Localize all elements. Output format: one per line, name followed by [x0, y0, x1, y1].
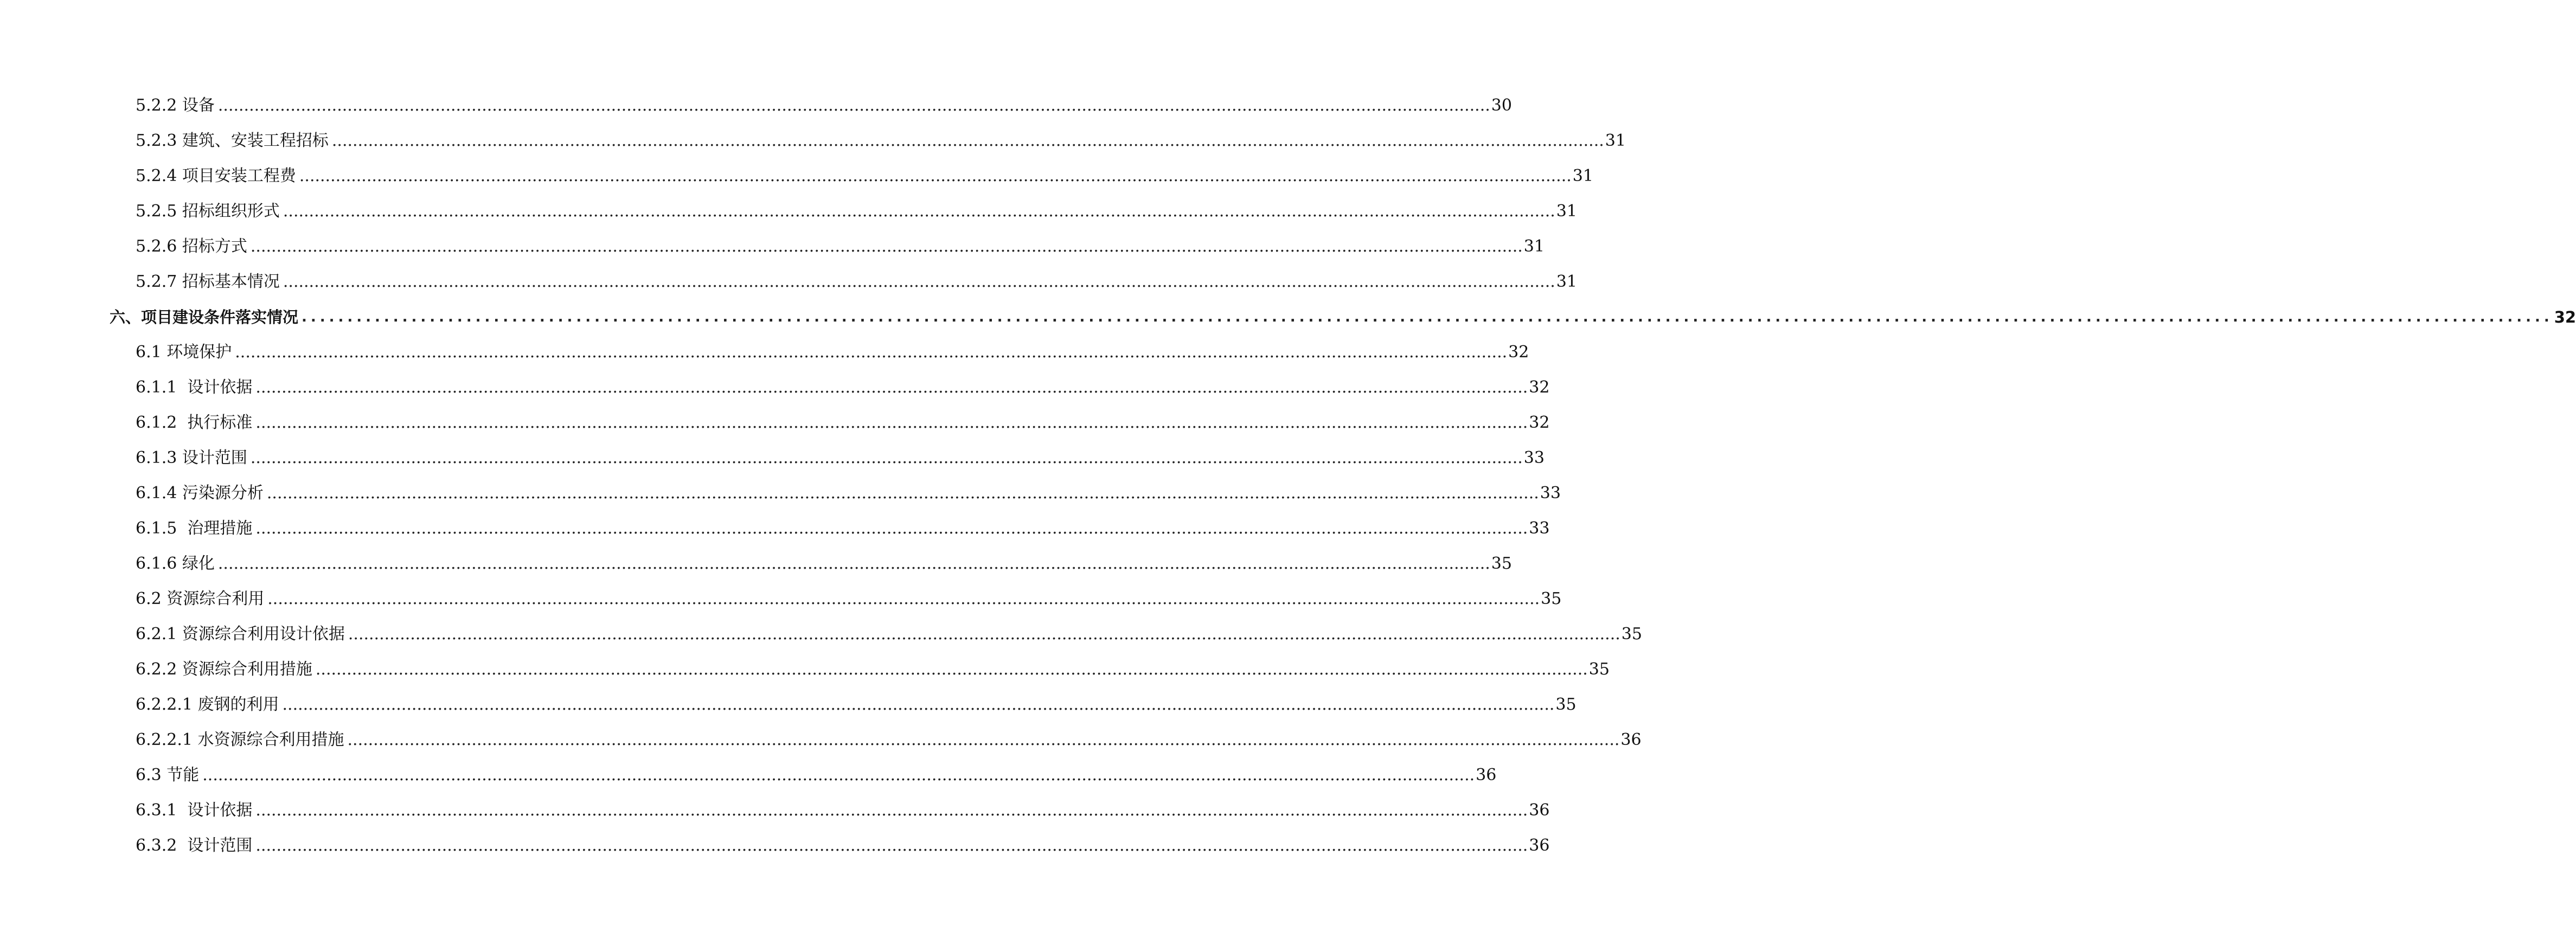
- toc-dot-leader: ......................................................................................................................................................................................................................................................: [315, 660, 1588, 679]
- toc-dot-leader: ......................................................................................................................................................................................................................................................: [255, 836, 1528, 855]
- toc-page-number: 35: [1491, 554, 1512, 573]
- toc-entry-title: 6.1.2 执行标准: [136, 413, 253, 432]
- toc-page-number: 36: [1476, 766, 1497, 785]
- toc-page-number: 32: [1529, 413, 1550, 432]
- toc-dot-leader: ......................................................................................................................................................................................................................................................: [299, 166, 1572, 185]
- toc-entry-title: 6.2.1 资源综合利用设计依据: [136, 625, 345, 644]
- toc-entry[interactable]: [0, 151, 1593, 186]
- toc-page-number: 31: [1556, 202, 1577, 221]
- toc-entry-title: 6.1.5 治理措施: [136, 519, 253, 538]
- toc-entry-title: 6.2.2.1 水资源综合利用措施: [136, 730, 344, 749]
- toc-dot-leader: ......................................................................................................................................................................................................................................................: [217, 96, 1490, 115]
- toc-entry-title: 6.3 节能: [136, 766, 200, 785]
- toc-entry-title: 6.2 资源综合利用: [136, 589, 265, 608]
- toc-page-number: 30: [1491, 96, 1512, 115]
- toc-page-number: 35: [1555, 695, 1577, 714]
- toc-page-number: 35: [1541, 589, 1562, 608]
- toc-page-number: 35: [1588, 660, 1610, 679]
- toc-dot-leader: ......................................................................................................................................................................................................................................................: [348, 625, 1620, 644]
- toc-entry-title: 5.2.7 招标基本情况: [136, 272, 280, 291]
- toc-chapter-entry[interactable]: [0, 292, 2576, 327]
- toc-page-number: 33: [1523, 448, 1545, 467]
- toc-page-number: 33: [1529, 519, 1550, 538]
- toc-page-number: 31: [1572, 166, 1593, 185]
- table-of-contents: [0, 80, 2576, 856]
- toc-dot-leader: ......................................................................................................................................................................................................................................................: [255, 801, 1528, 820]
- toc-dot-leader: ......................................................................................................................................................................................................................................................: [331, 131, 1604, 150]
- toc-page-number: 32: [1508, 343, 1529, 362]
- toc-entry[interactable]: [0, 609, 1642, 644]
- toc-entry[interactable]: [0, 785, 1550, 820]
- toc-dot-leader: ......................................................................................................................................................................................................................................................: [282, 695, 1555, 714]
- toc-entry-title: 5.2.4 项目安装工程费: [136, 166, 296, 185]
- toc-entry[interactable]: [0, 80, 1512, 115]
- toc-entry-title: 6.1.6 绿化: [136, 554, 215, 573]
- toc-dot-leader: ......................................................................................................................................................................................................................................................: [266, 484, 1539, 503]
- toc-dot-leader: ......................................................................................................................................................................................................................................................: [283, 202, 1555, 221]
- toc-page-number: 36: [1529, 801, 1550, 820]
- toc-entry[interactable]: [0, 679, 1577, 715]
- toc-entry-title: 6.3.2 设计范围: [136, 836, 253, 855]
- toc-entry-title: 6.1.4 污染源分析: [136, 484, 264, 503]
- toc-entry-title: 6.1.1 设计依据: [136, 378, 253, 397]
- toc-entry-title: 6.1.3 设计范围: [136, 448, 247, 467]
- toc-dot-leader: ......................................................................................................................................................................................................................................................: [347, 730, 1620, 749]
- toc-page-number: 32: [1529, 378, 1550, 397]
- toc-page-number: 36: [1620, 730, 1642, 749]
- toc-entry[interactable]: [0, 715, 1642, 750]
- toc-dot-leader: ......................................................................................................................................................................................................................................................: [283, 272, 1555, 291]
- toc-entry[interactable]: [0, 362, 1550, 397]
- toc-entry[interactable]: [0, 433, 1545, 468]
- toc-page-number: 35: [1621, 625, 1642, 644]
- toc-entry[interactable]: [0, 221, 1545, 256]
- toc-entry-title: 5.2.6 招标方式: [136, 237, 247, 256]
- toc-dot-leader: ......................................................................................................................................................................................................................................................: [302, 309, 2553, 325]
- toc-entry-title: 6.1 环境保护: [136, 343, 232, 362]
- toc-entry[interactable]: [0, 468, 1561, 503]
- toc-entry[interactable]: [0, 538, 1512, 574]
- toc-page-number: 31: [1556, 272, 1577, 291]
- toc-dot-leader: ......................................................................................................................................................................................................................................................: [255, 378, 1528, 397]
- toc-entry[interactable]: [0, 644, 1610, 679]
- toc-entry-title: 6.2.2.1 废钢的利用: [136, 695, 279, 714]
- toc-entry[interactable]: [0, 397, 1550, 433]
- toc-dot-leader: ......................................................................................................................................................................................................................................................: [255, 413, 1528, 432]
- toc-dot-leader: ......................................................................................................................................................................................................................................................: [250, 237, 1523, 256]
- toc-entry-title: 5.2.3 建筑、安装工程招标: [136, 131, 329, 150]
- toc-entry[interactable]: [0, 750, 1497, 785]
- toc-entry[interactable]: [0, 256, 1577, 292]
- toc-entry-title: 6.2.2 资源综合利用措施: [136, 660, 312, 679]
- toc-entry-title: 5.2.5 招标组织形式: [136, 202, 280, 221]
- toc-page-number: 31: [1605, 131, 1626, 150]
- toc-entry[interactable]: [0, 327, 1529, 362]
- toc-entry[interactable]: [0, 574, 1562, 609]
- toc-chapter-title: 六、项目建设条件落实情况: [110, 308, 299, 326]
- toc-page-number: 32: [2554, 308, 2576, 326]
- toc-dot-leader: ......................................................................................................................................................................................................................................................: [267, 589, 1540, 608]
- toc-page-number: 31: [1523, 237, 1545, 256]
- toc-entry-title: 6.3.1 设计依据: [136, 801, 253, 820]
- toc-dot-leader: ......................................................................................................................................................................................................................................................: [202, 766, 1475, 785]
- toc-entry[interactable]: [0, 820, 1550, 856]
- toc-entry-title: 5.2.2 设备: [136, 96, 215, 115]
- toc-dot-leader: ......................................................................................................................................................................................................................................................: [255, 519, 1528, 538]
- toc-dot-leader: ......................................................................................................................................................................................................................................................: [217, 554, 1490, 573]
- toc-dot-leader: ......................................................................................................................................................................................................................................................: [235, 343, 1508, 362]
- toc-dot-leader: ......................................................................................................................................................................................................................................................: [250, 448, 1523, 467]
- toc-entry[interactable]: [0, 186, 1577, 221]
- toc-entry[interactable]: [0, 115, 1626, 151]
- toc-page-number: 36: [1529, 836, 1550, 855]
- toc-entry[interactable]: [0, 503, 1550, 538]
- toc-page-number: 33: [1540, 484, 1561, 503]
